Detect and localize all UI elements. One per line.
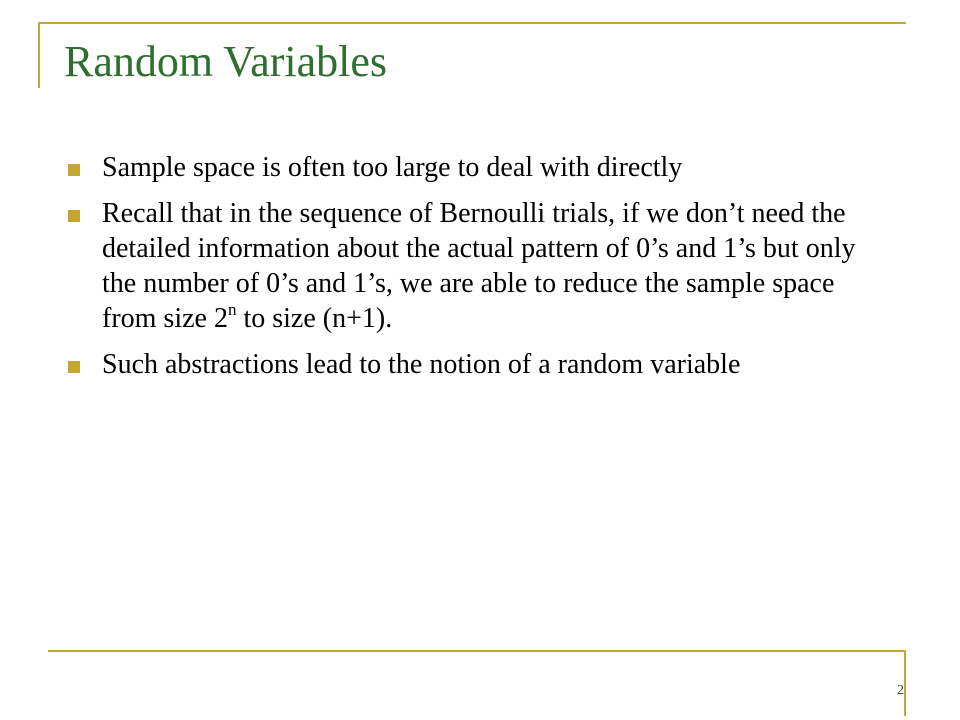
bullet-text-part: Recall that in the sequence of Bernoulli trials, if we don’t need the detailed information about the actual pattern of 0’s and 1’s but only the number of 0’s and 1’s, we are able to reduce the sample space from size 2 xyxy=(102,198,856,334)
superscript-exponent: n xyxy=(227,300,237,319)
square-bullet-icon xyxy=(68,164,80,176)
bullet-text: Sample space is often too large to deal with directly xyxy=(102,152,683,183)
slide-title: Random Variables xyxy=(64,37,388,86)
bullet-list xyxy=(64,150,864,393)
bullet-item xyxy=(64,150,864,185)
page-number: 2 xyxy=(897,683,904,698)
bottom-border-rule xyxy=(48,650,906,652)
bullet-item xyxy=(64,347,864,382)
bullet-text: Such abstractions lead to the notion of a random variable xyxy=(102,349,741,380)
square-bullet-icon xyxy=(68,210,80,222)
bullet-text xyxy=(102,198,855,334)
top-border-rule xyxy=(38,22,906,24)
right-border-rule xyxy=(904,650,906,716)
left-border-rule xyxy=(38,22,40,88)
bullet-item xyxy=(64,196,864,336)
square-bullet-icon xyxy=(68,361,80,373)
bullet-text-part: to size (n+1). xyxy=(236,303,393,334)
